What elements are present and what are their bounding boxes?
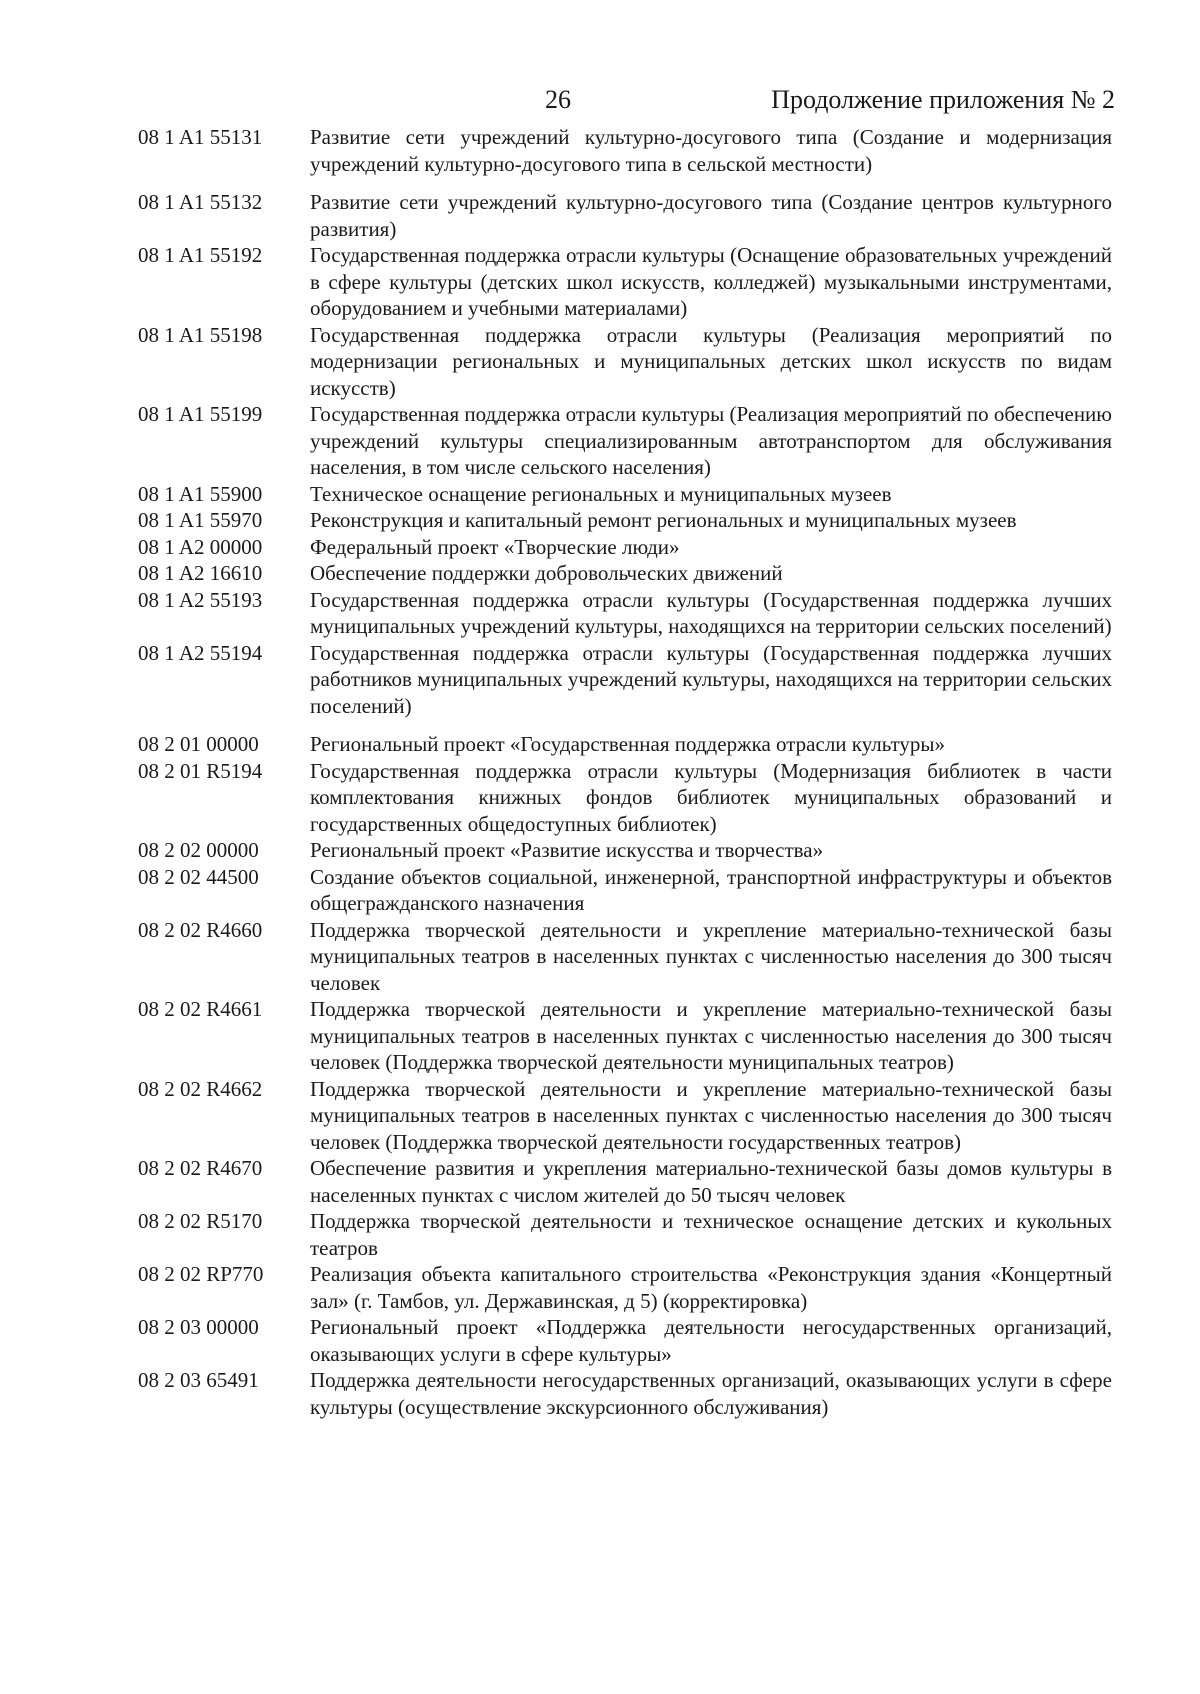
table-row (138, 507, 1112, 534)
row-text: Государственная поддержка отрасли культуры (Реализация мероприятий по обеспечению учреждений культуры специализированным автотранспортом для обслуживания населения, в том числе сельского населения) (310, 402, 1112, 479)
row-text: Реконструкция и капитальный ремонт региональных и муниципальных музеев (310, 508, 1017, 532)
row-code: 08 2 02 R4660 (138, 917, 263, 942)
row-text: Региональный проект «Развитие искусства и творчества» (310, 838, 824, 862)
row-text: Обеспечение развития и укрепления материально-технической базы домов культуры в населенных пунктах с числом жителей до 50 тысяч человек (310, 1156, 1112, 1207)
table-row (138, 534, 1112, 561)
table-row (138, 917, 1112, 997)
row-code: 08 1 A2 55193 (138, 587, 263, 612)
table-row (138, 640, 1112, 720)
row-text: Государственная поддержка отрасли культуры (Модернизация библиотек в части комплектования книжных фондов библиотек муниципальных образований и государственных общедоступных библиотек) (310, 758, 1112, 836)
row-text: Обеспечение поддержки добровольческих движений (310, 561, 783, 585)
table-row (138, 1261, 1112, 1314)
row-text: Региональный проект «Государственная поддержка отрасли культуры» (310, 732, 946, 756)
code-table (138, 124, 1112, 1420)
row-code: 08 2 02 R4662 (138, 1076, 263, 1101)
row-code: 08 2 02 00000 (138, 838, 259, 862)
table-row (138, 124, 1112, 177)
table-row (138, 481, 1112, 508)
row-text: Государственная поддержка отрасли культуры (Государственная поддержка лучших муниципальных учреждений культуры, находящихся на территории сельских поселений) (310, 587, 1112, 638)
table-row (138, 1314, 1112, 1367)
row-code: 08 1 A1 55970 (138, 508, 263, 532)
table-row (138, 864, 1112, 917)
row-code: 08 2 02 R5170 (138, 1209, 263, 1233)
row-text: Поддержка деятельности негосударственных организаций, оказывающих услуги в сфере культуры (осуществление экскурсионного обслуживания) (310, 1368, 1112, 1419)
row-text: Государственная поддержка отрасли культуры (Оснащение образовательных учреждений в сфере культуры (детских школ искусств, колледжей) музыкальными инструментами, оборудованием и учебными материалами) (310, 243, 1112, 320)
continuation-heading: Продолжение приложения № 2 (771, 85, 1115, 114)
table-row (138, 1155, 1112, 1208)
row-text: Поддержка творческой деятельности и техническое оснащение детских и кукольных театров (310, 1209, 1112, 1260)
table-row (138, 401, 1112, 481)
row-text: Поддержка творческой деятельности и укрепление материально-технической базы муниципальных театров в населенных пунктах с численностью населения до 300 тысяч человек (310, 917, 1112, 995)
table-row (138, 242, 1112, 322)
table-row (138, 189, 1112, 242)
table-row (138, 1076, 1112, 1156)
row-code: 08 1 A1 55131 (138, 125, 263, 149)
row-code: 08 1 A1 55132 (138, 190, 263, 214)
row-text: Государственная поддержка отрасли культуры (Государственная поддержка лучших работников муниципальных учреждений культуры, находящихся на территории сельских поселений) (310, 640, 1112, 718)
row-code: 08 1 A2 16610 (138, 561, 263, 585)
table-row (138, 731, 1112, 758)
row-text: Региональный проект «Поддержка деятельности негосударственных организаций, оказывающих услуги в сфере культуры» (310, 1315, 1112, 1366)
table-row (138, 587, 1112, 640)
row-text: Техническое оснащение региональных и муниципальных музеев (310, 481, 892, 506)
row-code: 08 1 A2 00000 (138, 534, 263, 559)
row-code: 08 1 A1 55900 (138, 481, 263, 506)
table-row (138, 1367, 1112, 1420)
row-text: Создание объектов социальной, инженерной, транспортной инфраструктуры и объектов общегражданского назначения (310, 864, 1112, 915)
row-code: 08 1 A1 55199 (138, 402, 263, 426)
table-row (138, 837, 1112, 864)
table-row (138, 1208, 1112, 1261)
row-code: 08 2 01 R5194 (138, 758, 263, 783)
table-row (138, 322, 1112, 402)
row-text: Развитие сети учреждений культурно-досугового типа (Создание и модернизация учреждений культурно-досугового типа в сельской местности) (310, 125, 1112, 176)
table-row (138, 758, 1112, 838)
row-text: Поддержка творческой деятельности и укрепление материально-технической базы муниципальных театров в населенных пунктах с численностью населения до 300 тысяч человек (Поддержка творческой деятельности государственных театров) (310, 1076, 1112, 1154)
row-text: Реализация объекта капитального строительства «Реконструкция здания «Концертный зал» (г. Тамбов, ул. Державинская, д 5) (корректировка) (310, 1262, 1112, 1313)
row-code: 08 2 01 00000 (138, 732, 259, 756)
row-code: 08 2 02 R4670 (138, 1156, 263, 1180)
row-text: Развитие сети учреждений культурно-досугового типа (Создание центров культурного развития) (310, 190, 1112, 241)
row-code: 08 2 03 00000 (138, 1315, 259, 1339)
row-code: 08 2 02 44500 (138, 864, 259, 889)
row-code: 08 1 A1 55198 (138, 322, 263, 347)
row-code: 08 2 02 RP770 (138, 1262, 264, 1286)
row-code: 08 2 02 R4661 (138, 997, 263, 1021)
row-text: Поддержка творческой деятельности и укрепление материально-технической базы муниципальных театров в населенных пунктах с численностью населения до 300 тысяч человек (Поддержка творческой деятельности муниципальных театров) (310, 997, 1112, 1074)
row-text: Федеральный проект «Творческие люди» (310, 534, 680, 559)
table-row (138, 996, 1112, 1076)
row-code: 08 1 A1 55192 (138, 243, 263, 267)
row-code: 08 1 A2 55194 (138, 640, 263, 665)
row-code: 08 2 03 65491 (138, 1368, 259, 1392)
page-number: 26 (545, 85, 571, 114)
row-text: Государственная поддержка отрасли культуры (Реализация мероприятий по модернизации региональных и муниципальных детских школ искусств по видам искусств) (310, 322, 1112, 400)
table-row (138, 560, 1112, 587)
